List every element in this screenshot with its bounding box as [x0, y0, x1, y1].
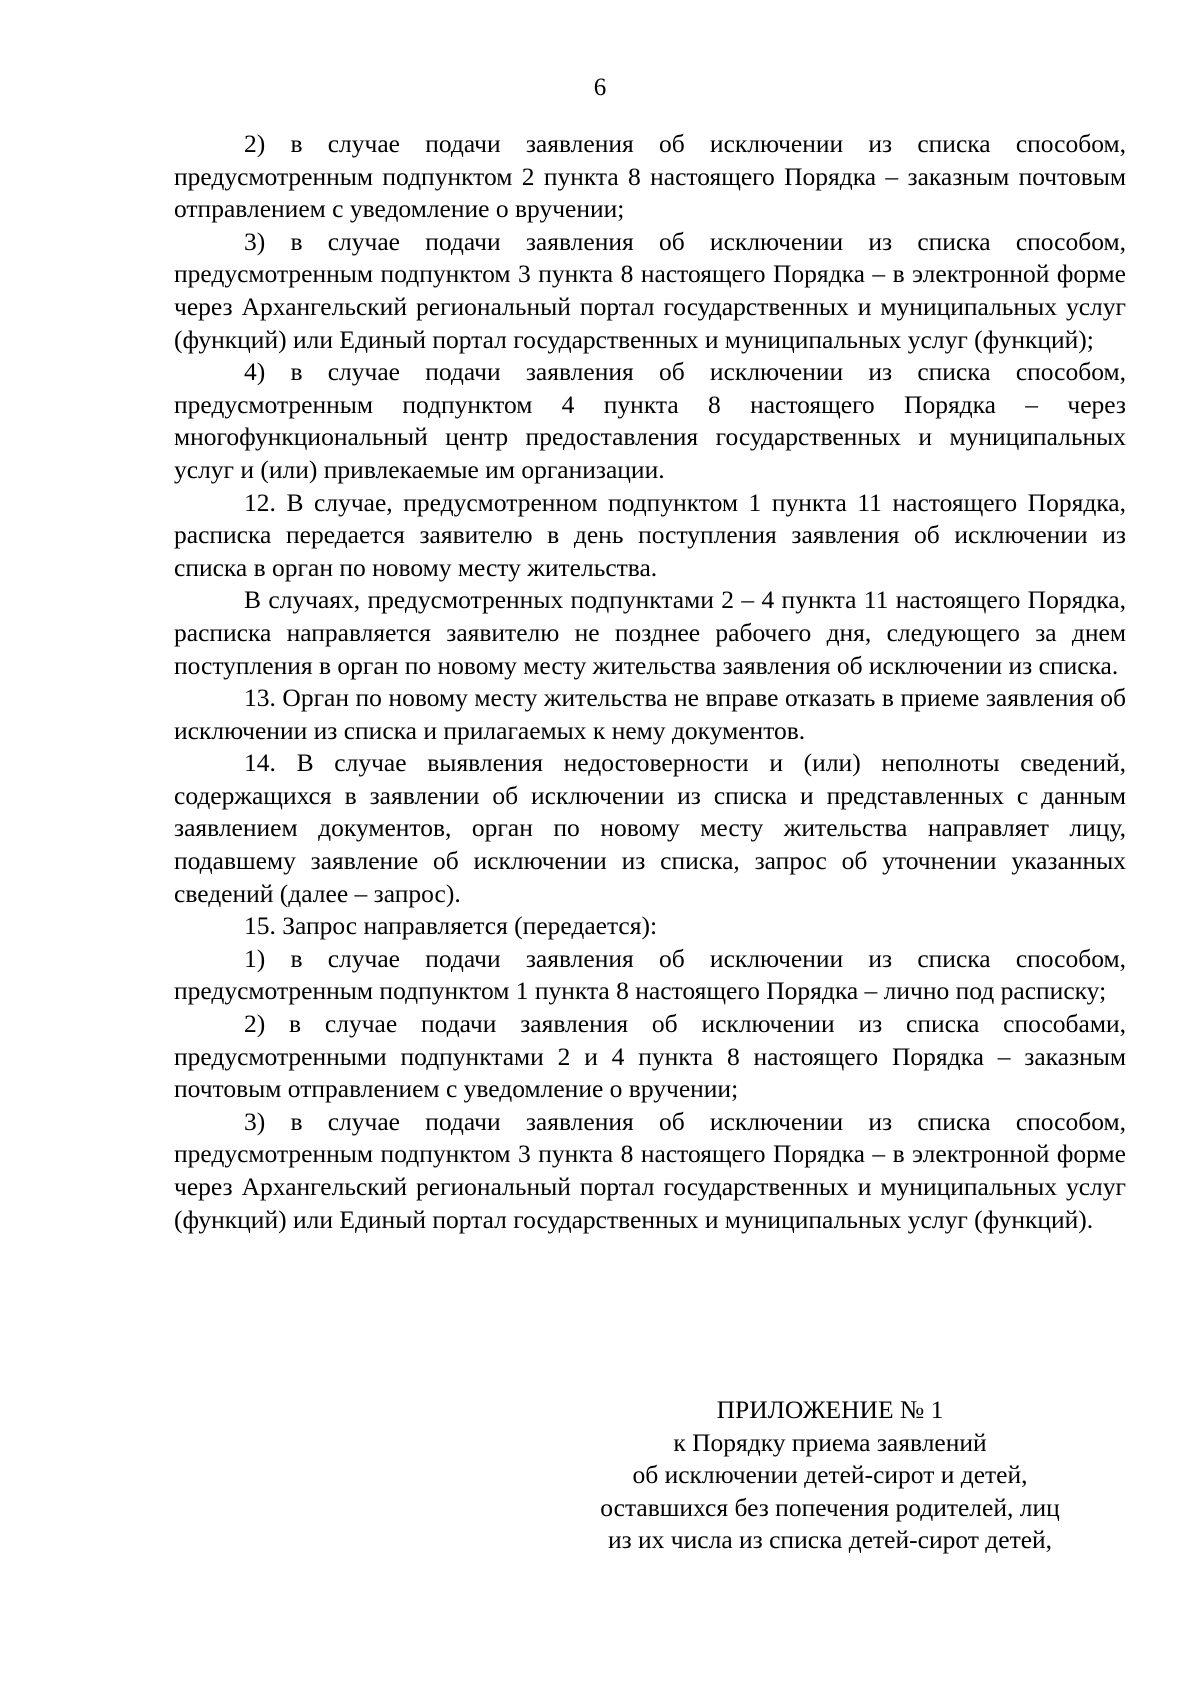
paragraph-11-item-2: 2) в случае подачи заявления об исключении из списка способом, предусмотренным подпунктом 2 пункта 8 настоящего Порядка – заказным почтовым отправлением с уведомление о вручении;: [174, 129, 1126, 224]
appendix-line: к Порядку приема заявлений: [673, 1427, 987, 1457]
appendix-title: ПРИЛОЖЕНИЕ № 1: [716, 1395, 944, 1424]
page-number: 6: [593, 74, 607, 101]
paragraph-11-item-3: 3) в случае подачи заявления об исключении из списка способом, предусмотренным подпунктом 3 пункта 8 настоящего Порядка – в электронной форме через Архангельский региональный портал государственных и муниципальных услуг (функций) или Единый портал государственных и муниципальных услуг (функций);: [174, 226, 1126, 354]
appendix-line: об исключении детей-сирот и детей,: [632, 1460, 1028, 1490]
paragraph-12-continued: В случаях, предусмотренных подпунктами 2 – 4 пункта 11 настоящего Порядка, расписка направляется заявителю не позднее рабочего дня, следующего за днем поступления в орган по новому месту жительства заявления об исключении из списка.: [174, 585, 1126, 680]
paragraph-14: 14. В случае выявления недостоверности и (или) неполноты сведений, содержащихся в заявлении об исключении из списка и представленных с данным заявлением документов, орган по новому месту жительства направляет лицу, подавшему заявление об исключении из списка, запрос об уточнении указанных сведений (далее – запрос).: [174, 748, 1126, 908]
paragraph-12: 12. В случае, предусмотренном подпунктом 1 пункта 11 настоящего Порядка, расписка передается заявителю в день поступления заявления об исключении из списка в орган по новому месту жительства.: [174, 487, 1126, 582]
paragraph-15: 15. Запрос направляется (передается):: [244, 911, 658, 941]
paragraph-15-item-3: 3) в случае подачи заявления об исключении из списка способом, предусмотренным подпунктом 3 пункта 8 настоящего Порядка – в электронной форме через Архангельский региональный портал государственных и муниципальных услуг (функций) или Единый портал государственных и муниципальных услуг (функций).: [174, 1106, 1126, 1234]
paragraph-11-item-4: 4) в случае подачи заявления об исключении из списка способом, предусмотренным подпунктом 4 пункта 8 настоящего Порядка – через многофункциональный центр предоставления государственных и муниципальных услуг и (или) привлекаемые им организации.: [174, 357, 1126, 484]
paragraph-13: 13. Орган по новому месту жительства не вправе отказать в приеме заявления об исключении из списка и прилагаемых к нему документов.: [174, 683, 1126, 745]
paragraph-15-item-1: 1) в случае подачи заявления об исключении из списка способом, предусмотренным подпунктом 1 пункта 8 настоящего Порядка – лично под расписку;: [174, 943, 1126, 1006]
appendix-line: оставшихся без попечения родителей, лиц: [600, 1492, 1060, 1522]
paragraph-15-item-2: 2) в случае подачи заявления об исключении из списка способами, предусмотренными подпунктами 2 и 4 пункта 8 настоящего Порядка – заказным почтовым отправлением с уведомление о вручении;: [174, 1009, 1126, 1104]
appendix-heading-block: [560, 1394, 1100, 1557]
document-body: [174, 128, 1126, 1236]
appendix-line: из их числа из списка детей-сирот детей,: [607, 1525, 1053, 1555]
